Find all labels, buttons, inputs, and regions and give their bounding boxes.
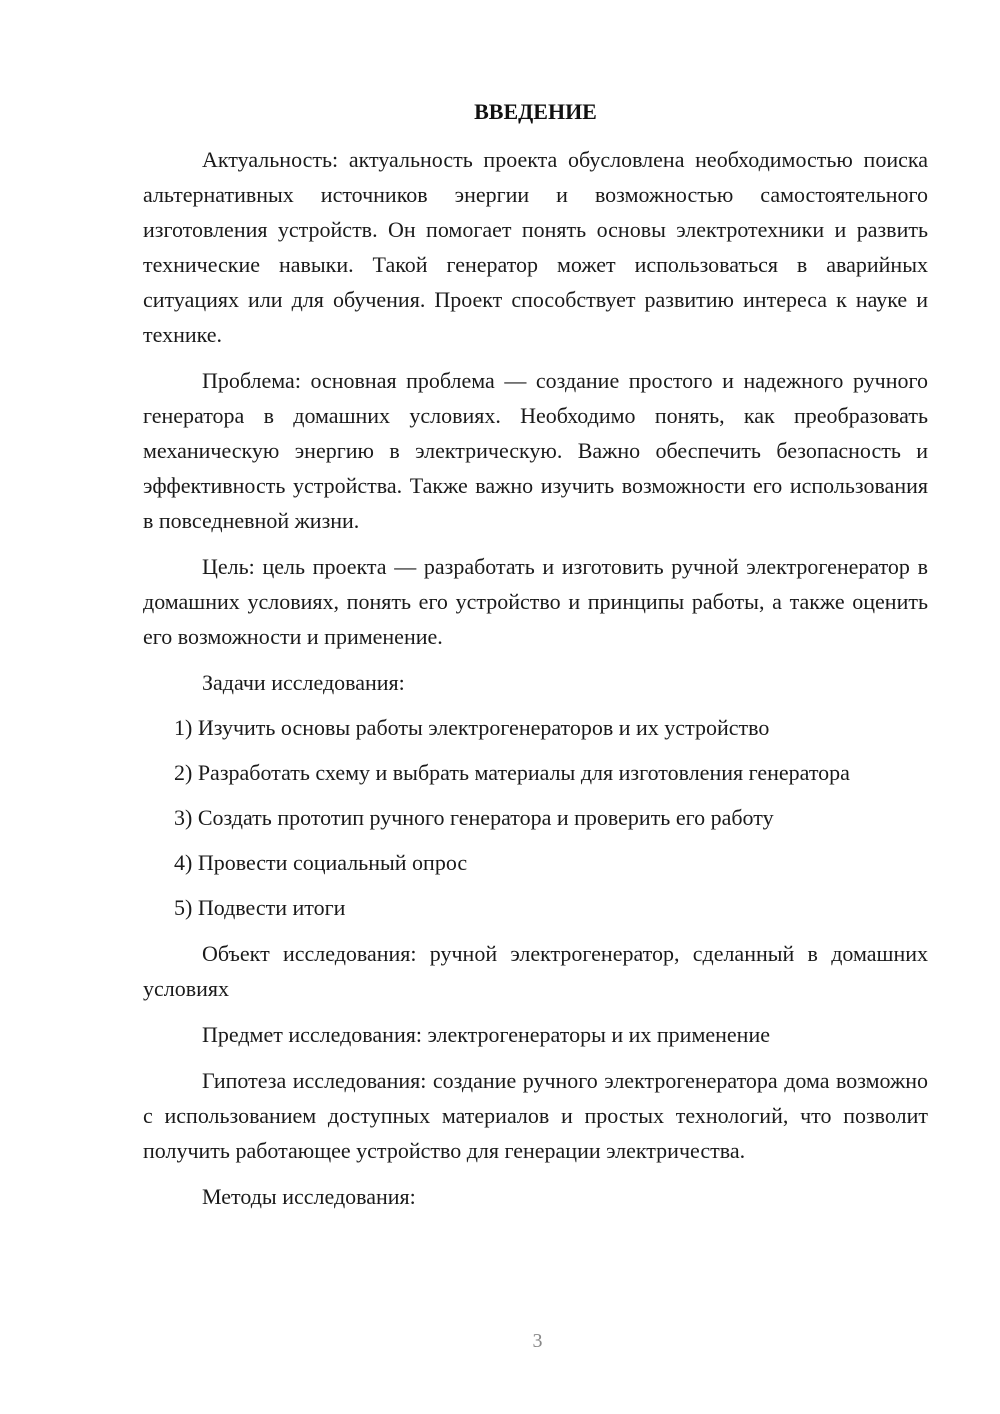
body-text [143, 142, 928, 1214]
paragraph-problem: Проблема: основная проблема — создание простого и надежного ручного генератора в домашних условиях. Необходимо понять, как преобразовать механическую энергию в электрическую. Важно обеспечить безопасность и эффективность устройства. Также важно изучить возможности его использования в повседневной жизни. [143, 368, 928, 533]
paragraph-subject: Предмет исследования: электрогенераторы и их применение [202, 1022, 770, 1047]
task-item-5: 5) Подвести итоги [174, 895, 346, 920]
paragraph-goal: Цель: цель проекта — разработать и изготовить ручной электрогенератор в домашних условиях, понять его устройство и принципы работы, а также оценить его возможности и применение. [143, 554, 928, 649]
paragraph-relevance: Актуальность: актуальность проекта обусловлена необходимостью поиска альтернативных источников энергии и возможностью самостоятельного изготовления устройств. Он помогает понять основы электротехники и развить технические навыки. Такой генератор может использоваться в аварийных ситуациях или для обучения. Проект способствует развитию интереса к науке и технике. [143, 147, 928, 347]
paragraph-hypothesis: Гипотеза исследования: создание ручного электрогенератора дома возможно с использованием доступных материалов и простых технологий, что позволит получить работающее устройство для генерации электричества. [143, 1068, 928, 1163]
task-item-1: 1) Изучить основы работы электрогенераторов и их устройство [174, 715, 770, 740]
section-title: ВВЕДЕНИЕ [474, 99, 597, 124]
paragraph-methods: Методы исследования: [202, 1184, 416, 1209]
task-item-3: 3) Создать прототип ручного генератора и проверить его работу [174, 805, 774, 830]
task-item-4: 4) Провести социальный опрос [174, 850, 468, 875]
paragraph-object: Объект исследования: ручной электрогенератор, сделанный в домашних условиях [143, 941, 928, 1001]
paragraph-tasks-heading: Задачи исследования: [202, 670, 405, 695]
page-number: 3 [532, 1330, 543, 1352]
task-item-2: 2) Разработать схему и выбрать материалы для изготовления генератора [174, 760, 850, 785]
